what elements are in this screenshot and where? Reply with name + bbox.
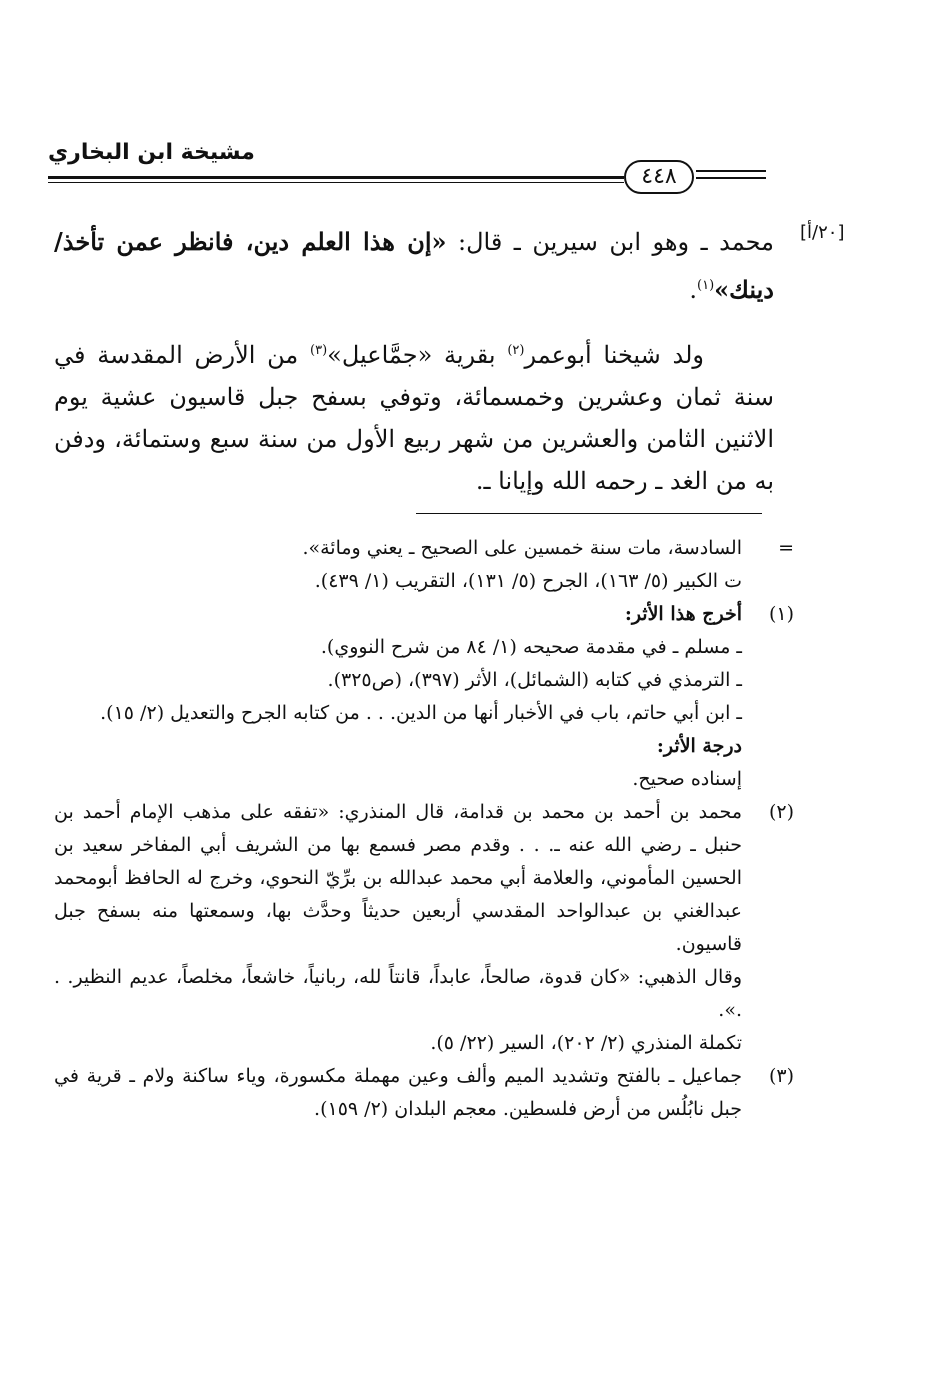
- main-text-end-punct: .: [689, 276, 698, 304]
- footnote-separator: [416, 513, 762, 514]
- footnote-2: [54, 796, 794, 961]
- birth-death-details: من الأرض المقدسة في سنة ثمان وعشرين وخمسمائة، وتوفي بسفح جبل قاسيون عشية يوم الاثنين الثامن والعشرين من شهر ربيع الأول من سنة سبع وستمائة، ودفن به من الغد ـ رحمه الله وإيانا ـ.: [54, 341, 775, 495]
- birth-text-start: ولد شيخنا أبوعمر: [524, 341, 705, 369]
- continuation-marker: =: [778, 537, 794, 559]
- continuation-line-2: ت الكبير (٥/ ١٦٣)، الجرح (٥/ ١٣١)، التقريب (١/ ٤٣٩).: [314, 570, 742, 592]
- footnote-2-number: (٢): [768, 801, 794, 823]
- footnote-continuation: [54, 532, 794, 565]
- footnote-1-line-3: ـ ابن أبي حاتم، باب في الأخبار أنها من الدين. . . من كتابه الجرح والتعديل (٢/ ١٥).: [100, 702, 742, 724]
- main-text-intro: محمد ـ وهو ابن سيرين ـ قال:: [446, 228, 774, 256]
- footnote-2-paragraph-2: وقال الذهبي: «كان قدوة، صالحاً، عابداً، قانتاً لله، ربانياً، خاشعاً، مخلصاً، عديم النظير. . .».: [54, 966, 742, 1021]
- main-paragraph-1: [54, 220, 774, 312]
- footnotes-section: [54, 532, 794, 1126]
- footnote-ref-2: (٢): [507, 343, 525, 358]
- footnote-2-paragraph-3: تكملة المنذري (٢/ ٢٠٢)، السير (٢٢/ ٥).: [430, 1032, 742, 1054]
- page-number: ٤٤٨: [624, 160, 694, 194]
- footnote-2-paragraph-1: محمد بن أحمد بن محمد بن قدامة، قال المنذري: «تفقه على مذهب الإمام أحمد بن حنبل ـ رضي الله عنه ـ. . . وقدم مصر فسمع بها من الشريف أبي المفاخر سعيد بن الحسين المأموني، والعلامة أبي محمد عبدالله بن برِّيّ النحوي، وخرج له الحافظ أبومحمد عبدالغني بن عبدالواحد المقدسي أربعين حديثاً وحدَّث بها، وسمعتها منه بسفح جبل قاسيون.: [54, 801, 742, 955]
- footnote-1-number: (١): [768, 603, 794, 625]
- footnote-3-number: (٣): [768, 1065, 794, 1087]
- footnote-ref-3: (٣): [310, 343, 328, 358]
- footnote-1-line-1: ـ مسلم ـ في مقدمة صحيحه (١/ ٨٤ من شرح النووي).: [320, 636, 742, 658]
- footnote-1-grade: إسناده صحيح.: [632, 768, 742, 790]
- footnote-1-grade-heading: درجة الأثر:: [656, 735, 742, 757]
- footnote-1-line-2: ـ الترمذي في كتابه (الشمائل)، الأثر (٣٩٧)، (ص٣٢٥).: [327, 669, 742, 691]
- header-rule-right-lower: [696, 177, 766, 179]
- footnote-3-text: جماعيل ـ بالفتح وتشديد الميم وألف وعين مهملة مكسورة، وياء ساكنة ولام ـ قرية في جبل نابُلُس من أرض فلسطين. معجم البلدان (٢/ ١٥٩).: [54, 1065, 742, 1120]
- footnote-3: [54, 1060, 794, 1126]
- footnote-ref-1: (١): [697, 278, 715, 293]
- header-rule: [48, 176, 624, 179]
- running-header-title: مشيخة ابن البخاري: [48, 140, 255, 165]
- continuation-line-1: السادسة، مات سنة خمسين على الصحيح ـ يعني ومائة».: [302, 537, 742, 559]
- main-paragraph-2: [54, 330, 774, 502]
- footnote-1: [54, 598, 794, 631]
- quoted-saying: «إن هذا العلم دين، فانظر عمن تأخذ/ دينك»: [54, 227, 774, 304]
- village-name-text: بقرية «جمَّاعيل»: [327, 341, 508, 369]
- header-rule-right-upper: [696, 170, 766, 172]
- manuscript-folio-reference: [٢٠/أ]: [800, 222, 845, 243]
- header-rule-thin: [48, 182, 624, 183]
- footnote-1-heading: أخرج هذا الأثر:: [624, 603, 742, 625]
